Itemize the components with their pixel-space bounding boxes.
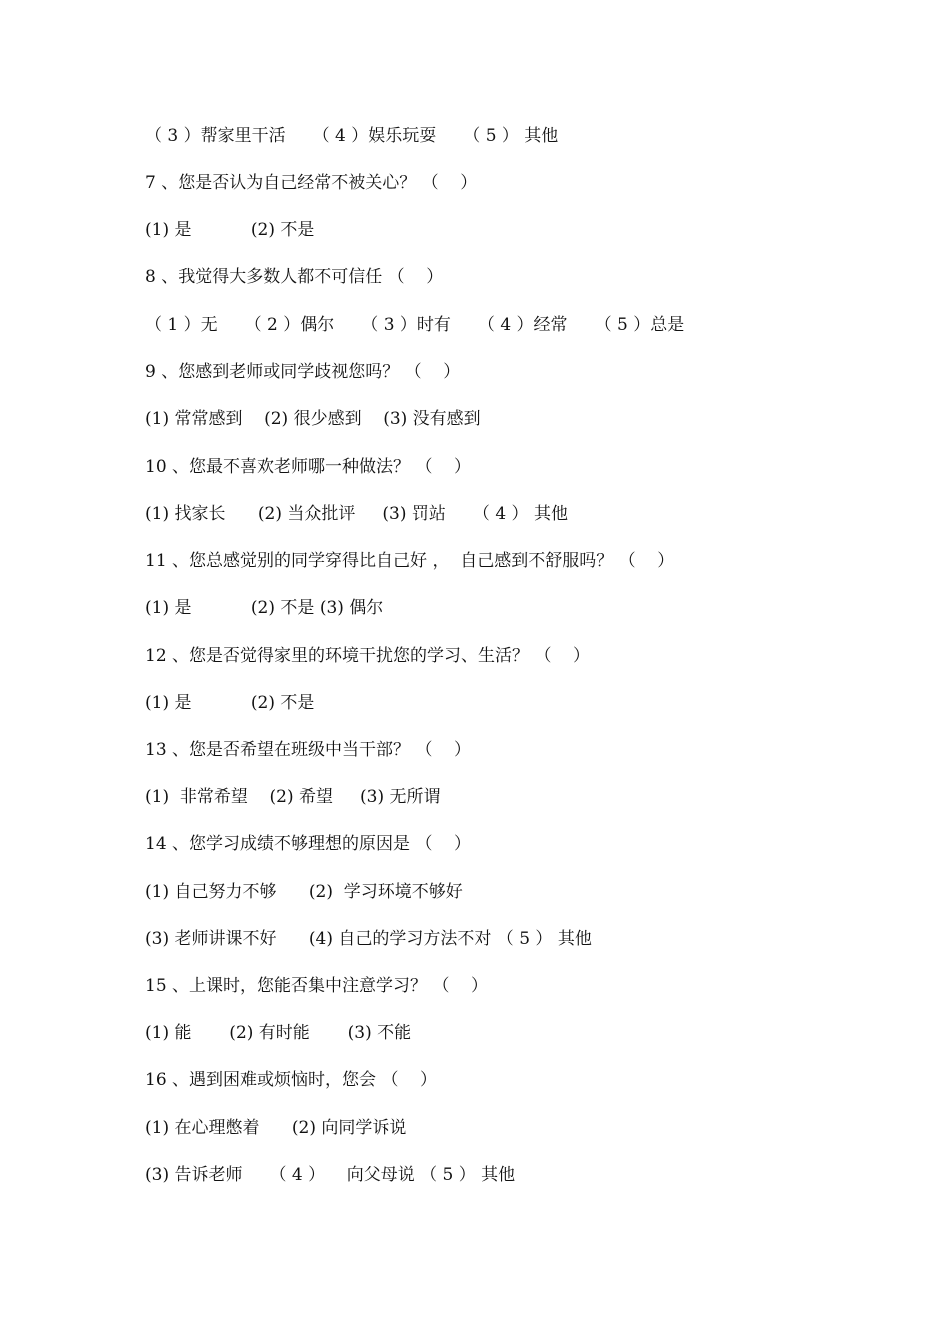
question-8: 8 、我觉得大多数人都不可信任 （ ）: [145, 267, 444, 287]
question-9: 9 、您感到老师或同学歧视您吗？ （ ）: [145, 362, 461, 382]
question-7: 7 、您是否认为自己经常不被关心？ （ ）: [145, 173, 478, 193]
options-q8: （ 1 ）无 （ 2 ）偶尔 （ 3 ）时有 （ 4 ）经常 （ 5 ）总是: [145, 315, 685, 335]
options-q14-row1: (1) 自己努力不够 (2) 学习环境不够好: [145, 882, 463, 902]
options-q12: (1) 是 (2) 不是: [145, 693, 315, 713]
question-10: 10 、您最不喜欢老师哪一种做法？ （ ）: [145, 457, 472, 477]
options-q7: (1) 是 (2) 不是: [145, 220, 315, 240]
options-q16-row2: (3) 告诉老师 （ 4 ） 向父母说 （ 5 ） 其他: [145, 1165, 516, 1185]
options-q15: (1) 能 (2) 有时能 (3) 不能: [145, 1023, 412, 1043]
question-16: 16 、遇到困难或烦恼时，您会 （ ）: [145, 1070, 438, 1090]
options-q14-row2: (3) 老师讲课不好 (4) 自己的学习方法不对 （ 5 ） 其他: [145, 929, 592, 949]
options-q16-row1: (1) 在心理憋着 (2) 向同学诉说: [145, 1118, 407, 1138]
question-14: 14 、您学习成绩不够理想的原因是 （ ）: [145, 834, 472, 854]
options-q13: (1) 非常希望 (2) 希望 (3) 无所谓: [145, 787, 441, 807]
question-15: 15 、上课时，您能否集中注意学习？ （ ）: [145, 976, 489, 996]
options-q10: (1) 找家长 (2) 当众批评 (3) 罚站 （ 4 ） 其他: [145, 504, 568, 524]
question-13: 13 、您是否希望在班级中当干部？ （ ）: [145, 740, 472, 760]
question-11: 11 、您总感觉别的同学穿得比自己好 ， 自己感到不舒服吗？ （ ）: [145, 551, 675, 571]
options-q6-continued: （ 3 ）帮家里干活 （ 4 ）娱乐玩耍 （ 5 ） 其他: [145, 126, 559, 146]
options-q9: (1) 常常感到 (2) 很少感到 (3) 没有感到: [145, 409, 481, 429]
question-12: 12 、您是否觉得家里的环境干扰您的学习、生活？ （ ）: [145, 646, 591, 666]
options-q11: (1) 是 (2) 不是 (3) 偶尔: [145, 598, 384, 618]
